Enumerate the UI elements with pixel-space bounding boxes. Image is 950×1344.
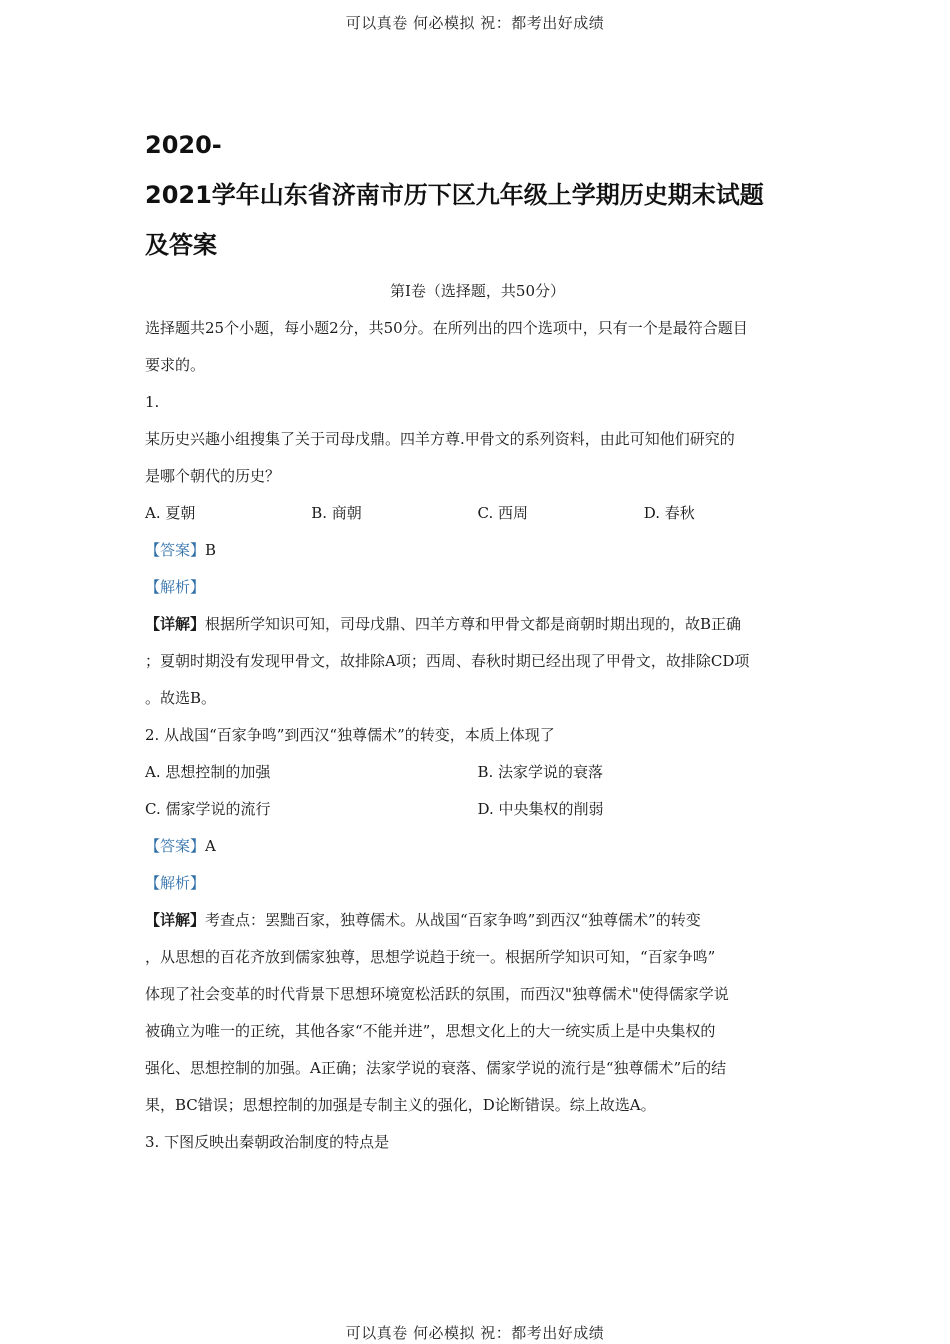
title-line: 2020- (145, 131, 222, 159)
document-body (145, 120, 810, 1161)
answer-value: B (205, 541, 217, 559)
page-footer: 可以真卷 何必模拟 祝：都考出好成绩 (345, 1324, 605, 1342)
question-2-options (145, 791, 810, 828)
page-header: 可以真卷 何必模拟 祝：都考出好成绩 (345, 14, 605, 32)
answer-value: A (205, 837, 216, 855)
question-2-detail: 强化、思想控制的加强。A正确；法家学说的衰落、儒家学说的流行是“独尊儒术”后的结 (145, 1059, 727, 1077)
analysis-tag: 【解析】 (145, 578, 206, 596)
question-1-number: 1. (145, 393, 160, 411)
detail-text: 考查点：罢黜百家，独尊儒术。从战国“百家争鸣”到西汉“独尊儒术”的转变 (205, 911, 701, 929)
question-2-detail: 体现了社会变革的时代背景下思想环境宽松活跃的氛围，而西汉"独尊儒术"使得儒家学说 (145, 985, 729, 1003)
answer-tag: 【答案】 (145, 541, 206, 559)
question-3-stem: 3. 下图反映出秦朝政治制度的特点是 (145, 1133, 390, 1151)
option-a: A. 思想控制的加强 (145, 763, 271, 781)
question-2-detail: 果，BC错误；思想控制的加强是专制主义的强化，D论断错误。综上故选A。 (145, 1096, 656, 1114)
answer-tag: 【答案】 (145, 837, 206, 855)
question-2-stem: 2. 从战国“百家争鸣”到西汉“独尊儒术”的转变，本质上体现了 (145, 726, 555, 744)
option-d: D. 中央集权的削弱 (477, 800, 604, 818)
question-2-detail: 被确立为唯一的正统，其他各家“不能并进”，思想文化上的大一统实质上是中央集权的 (145, 1022, 716, 1040)
question-2-detail: ，从思想的百花齐放到儒家独尊，思想学说趋于统一。根据所学知识可知，“百家争鸣” (145, 948, 716, 966)
instructions-line: 要求的。 (145, 356, 206, 374)
instructions-line: 选择题共25个小题，每小题2分，共50分。在所列出的四个选项中，只有一个是最符合题目 (145, 319, 748, 337)
option-c: C. 儒家学说的流行 (145, 800, 271, 818)
question-1-stem: 是哪个朝代的历史？ (145, 467, 281, 485)
question-1-answer (145, 532, 810, 569)
question-2-answer (145, 828, 810, 865)
detail-text: 根据所学知识可知，司母戊鼎、四羊方尊和甲骨文都是商朝时期出现的，故B正确 (205, 615, 742, 633)
question-2-analysis (145, 865, 810, 902)
title-line: 2021学年山东省济南市历下区九年级上学期历史期末试题 (145, 181, 764, 209)
question-1-options (145, 495, 810, 532)
detail-tag: 【详解】 (145, 911, 206, 929)
question-2-options (145, 754, 810, 791)
question-1-detail: ；夏朝时期没有发现甲骨文，故排除A项；西周、春秋时期已经出现了甲骨文，故排除CD项 (145, 652, 750, 670)
option-b: B. 法家学说的衰落 (477, 763, 604, 781)
detail-tag: 【详解】 (145, 615, 206, 633)
analysis-tag: 【解析】 (145, 874, 206, 892)
option-a: A. 夏朝 (145, 504, 196, 522)
question-1-detail: 。故选B。 (145, 689, 217, 707)
option-b: B. 商朝 (311, 504, 362, 522)
question-2-detail (145, 902, 810, 939)
option-d: D. 春秋 (643, 504, 695, 522)
title-line: 及答案 (145, 231, 217, 259)
section-title: 第Ⅰ卷（选择题，共50分） (389, 282, 565, 300)
question-1-analysis (145, 569, 810, 606)
document-title (145, 120, 810, 270)
question-1-stem: 某历史兴趣小组搜集了关于司母戊鼎。四羊方尊.甲骨文的系列资料，由此可知他们研究的 (145, 430, 735, 448)
option-c: C. 西周 (477, 504, 528, 522)
question-1-detail (145, 606, 810, 643)
